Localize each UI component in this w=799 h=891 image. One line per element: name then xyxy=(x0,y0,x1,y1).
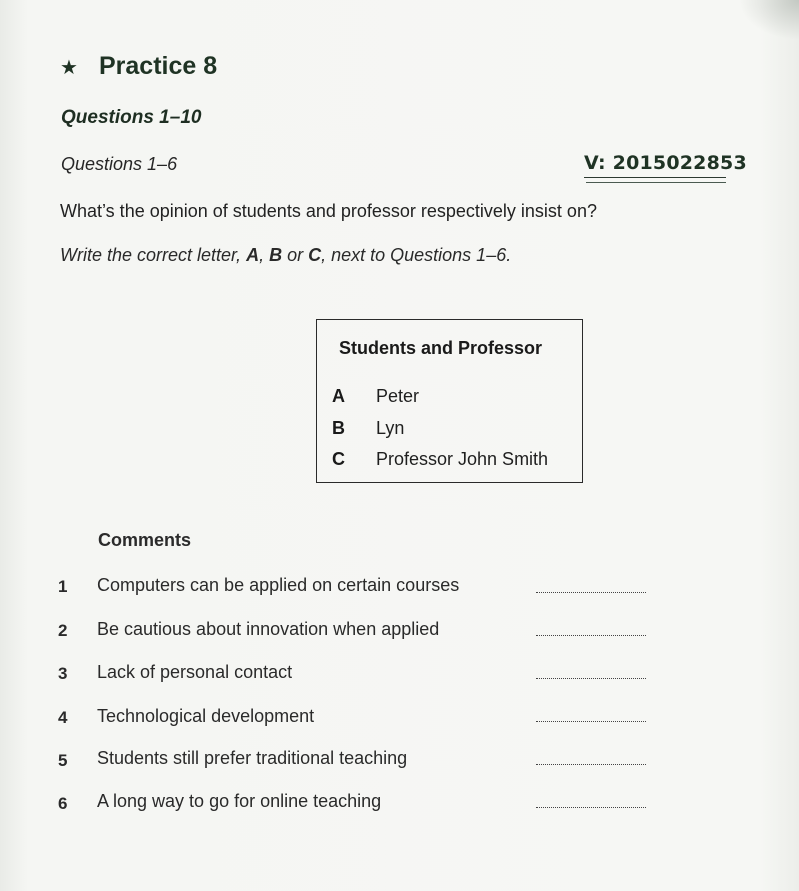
options-box-title: Students and Professor xyxy=(339,338,543,358)
option-name: Professor John Smith xyxy=(376,449,549,469)
comment-number: 2 xyxy=(58,621,68,640)
comment-text: Be cautious about innovation when applied xyxy=(97,619,440,639)
option-letter: B xyxy=(332,418,345,438)
comment-text: Technological development xyxy=(97,706,315,726)
instruction-part1: Write the correct letter, xyxy=(60,245,247,265)
instruction-letter-b: B xyxy=(269,245,283,265)
page-title: Practice 8 xyxy=(99,52,218,80)
instruction-letter-c: C xyxy=(308,245,322,265)
comments-heading: Comments xyxy=(98,530,192,550)
comment-number: 1 xyxy=(58,577,68,596)
option-letter: A xyxy=(332,386,345,406)
answer-blank[interactable] xyxy=(536,635,646,636)
option-name: Peter xyxy=(376,386,420,406)
comment-number: 4 xyxy=(58,708,68,727)
comment-number: 3 xyxy=(58,664,68,683)
comment-text: A long way to go for online teaching xyxy=(97,791,382,811)
questions-subrange-heading: Questions 1–6 xyxy=(61,154,178,174)
instruction-part2: , next to Questions 1–6. xyxy=(321,245,512,265)
comment-number: 5 xyxy=(58,751,68,770)
answer-blank[interactable] xyxy=(536,678,646,679)
question-prompt: What’s the opinion of students and professor respectively insist on? xyxy=(60,201,597,221)
comment-text: Students still prefer traditional teaching xyxy=(97,748,408,768)
instruction-sep2: or xyxy=(282,245,309,265)
page-corner-shadow xyxy=(739,0,799,40)
option-name: Lyn xyxy=(376,418,405,438)
instruction-text xyxy=(60,245,511,266)
answer-blank[interactable] xyxy=(536,807,646,808)
comment-number: 6 xyxy=(58,794,68,813)
version-underline-second xyxy=(586,182,726,183)
version-code: V: 2015022853 xyxy=(584,152,747,174)
answer-blank[interactable] xyxy=(536,764,646,765)
answer-blank[interactable] xyxy=(536,721,646,722)
comment-text: Computers can be applied on certain courses xyxy=(97,575,460,595)
comment-text: Lack of personal contact xyxy=(97,662,293,682)
answer-blank[interactable] xyxy=(536,592,646,593)
questions-range-heading: Questions 1–10 xyxy=(61,107,202,128)
star-icon: ★ xyxy=(60,57,78,79)
instruction-sep1: , xyxy=(259,245,270,265)
option-letter: C xyxy=(332,449,345,469)
instruction-letter-a: A xyxy=(246,245,260,265)
version-underline xyxy=(584,177,726,178)
